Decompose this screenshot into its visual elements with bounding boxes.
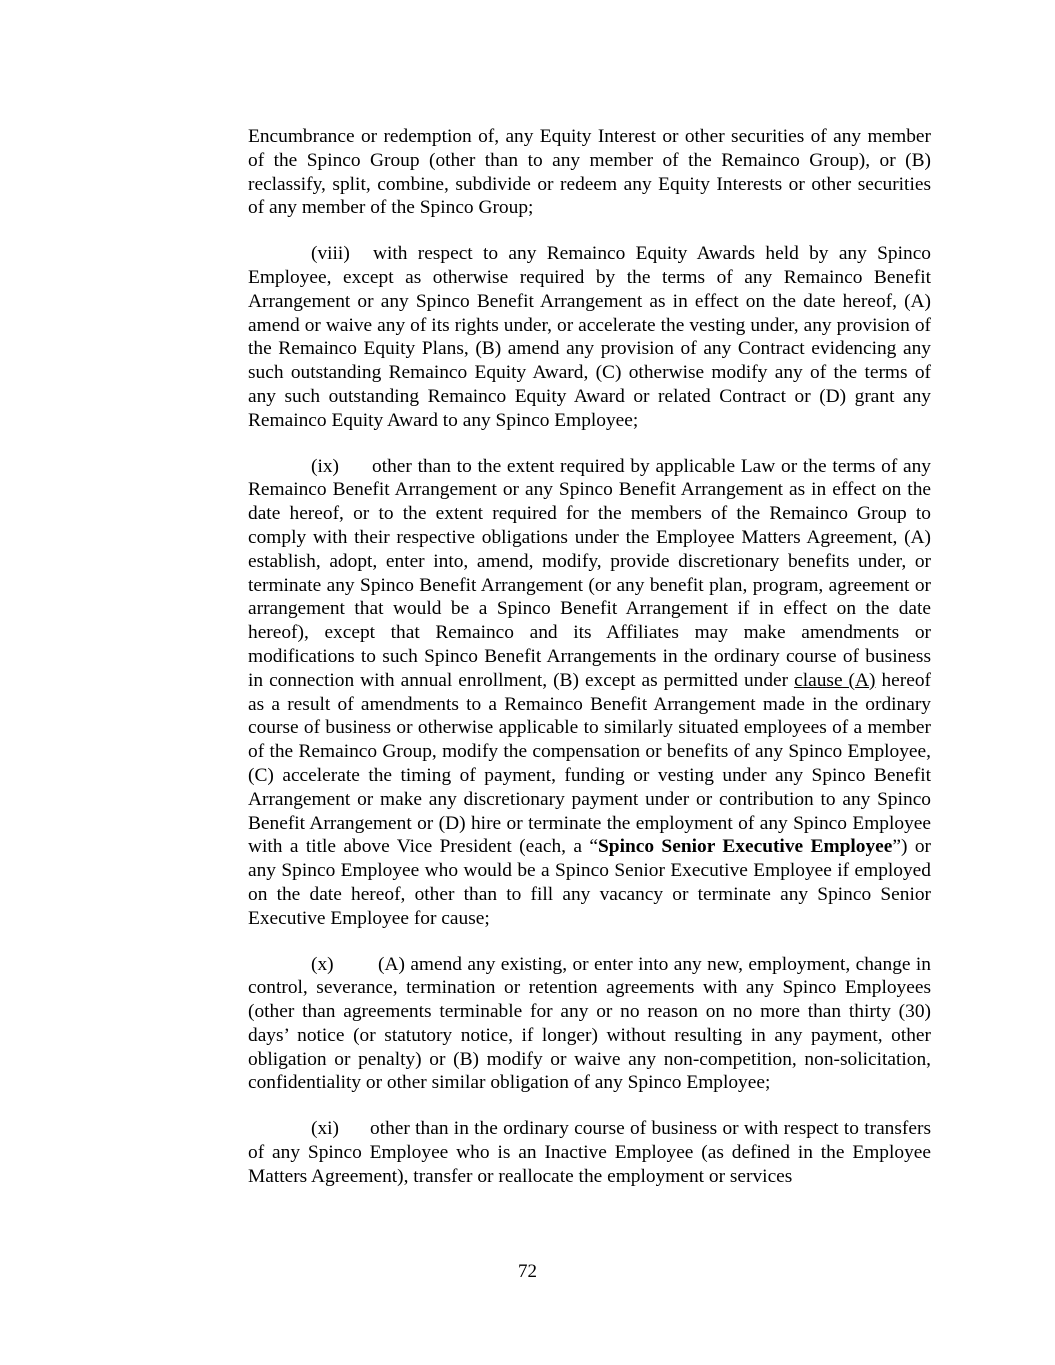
clause-marker-xi: (xi) — [311, 1118, 339, 1140]
clause-x-text: (A) amend any existing, or enter into any new, employment, change in control, severance, termination or retention agreements with any Spinco Employees (other than agreements terminable for any or no reason on no more than thirty (30) days’ notice (or statutory notice, if longer) without resulting in any payment, other obligation or penalty) or (B) modify or waive any non-competition, non-solicitation, confidentiality or other similar obligation of any Spinco Employee; — [248, 953, 931, 1094]
clause-xi-text: other than in the ordinary course of business or with respect to transfers of any Spinco Employee who is an Inactive Employee (as defined in the Employee Matters Agreement), transfer or reallocate the employment or services — [248, 1118, 931, 1187]
clause-ix-text-after-reference: hereof as a result of amendments to a Remainco Benefit Arrangement made in the ordinary course of business or otherwise applicable to similarly situated employees of a member of the Remainco Group, modify the compensation or benefits of any Spinco Employee, (C) accelerate the timing of payment, funding or vesting under any Spinco Benefit Arrangement or make any discretionary payment under or contribution to any Spinco Benefit Arrangement or (D) hire or terminate the employment of any Spinco Employee with a title above Vice President (each, a “ — [248, 669, 931, 858]
paragraph-clause-x — [248, 953, 931, 1096]
paragraph-clause-viii — [248, 242, 931, 432]
page-number: 72 — [518, 1261, 537, 1282]
clause-marker-x: (x) — [311, 953, 334, 975]
paragraph-clause-ix — [248, 455, 931, 931]
paragraph-clause-xi — [248, 1117, 931, 1188]
defined-term-spinco-senior-executive-employee: Spinco Senior Executive Employee — [598, 836, 893, 858]
document-page — [248, 125, 931, 1211]
clause-ix-text-after-defined-term: ”) or any Spinco Employee who would be a Spinco Senior Executive Employee if employed on the date hereof, other than to fill any vacancy or terminate any Spinco Senior Executive Employee for cause; — [248, 836, 932, 929]
clause-a-reference: clause (A) — [794, 669, 876, 691]
clause-ix-text-before-reference: other than to the extent required by applicable Law or the terms of any Remainco Benefit Arrangement or any Spinco Benefit Arrangement as in effect on the date hereof, or to the extent required for the members of the Remainco Group to comply with their respective obligations under the Employee Matters Agreement, (A) establish, adopt, enter into, amend, modify, provide discretionary benefits under, or terminate any Spinco Benefit Arrangement (or any benefit plan, program, agreement or arrangement that would be a Spinco Benefit Arrangement if in effect on the date hereof), except that Remainco and its Affiliates may make amendments or modifications to such Spinco Benefit Arrangements in the ordinary course of business in connection with annual enrollment, (B) except as permitted under — [248, 455, 931, 691]
paragraph-encumbrance-continuation: Encumbrance or redemption of, any Equity Interest or other securities of any member of the Spinco Group (other than to any member of the Remainco Group), or (B) reclassify, split, combine, subdivide or redeem any Equity Interests or other securities of any member of the Spinco Group; — [248, 126, 931, 219]
clause-marker-viii: (viii) — [311, 243, 350, 265]
clause-marker-ix: (ix) — [311, 455, 339, 477]
clause-viii-text: with respect to any Remainco Equity Awards held by any Spinco Employee, except as otherwise required by the terms of any Remainco Benefit Arrangement or any Spinco Benefit Arrangement as in effect on the date hereof, (A) amend or waive any of its rights under, or accelerate the vesting under, any provision of the Remainco Equity Plans, (B) amend any provision of any Contract evidencing any such outstanding Remainco Equity Award, (C) otherwise modify any of the terms of any such outstanding Remainco Equity Award or related Contract or (D) grant any Remainco Equity Award to any Spinco Employee; — [248, 243, 931, 431]
